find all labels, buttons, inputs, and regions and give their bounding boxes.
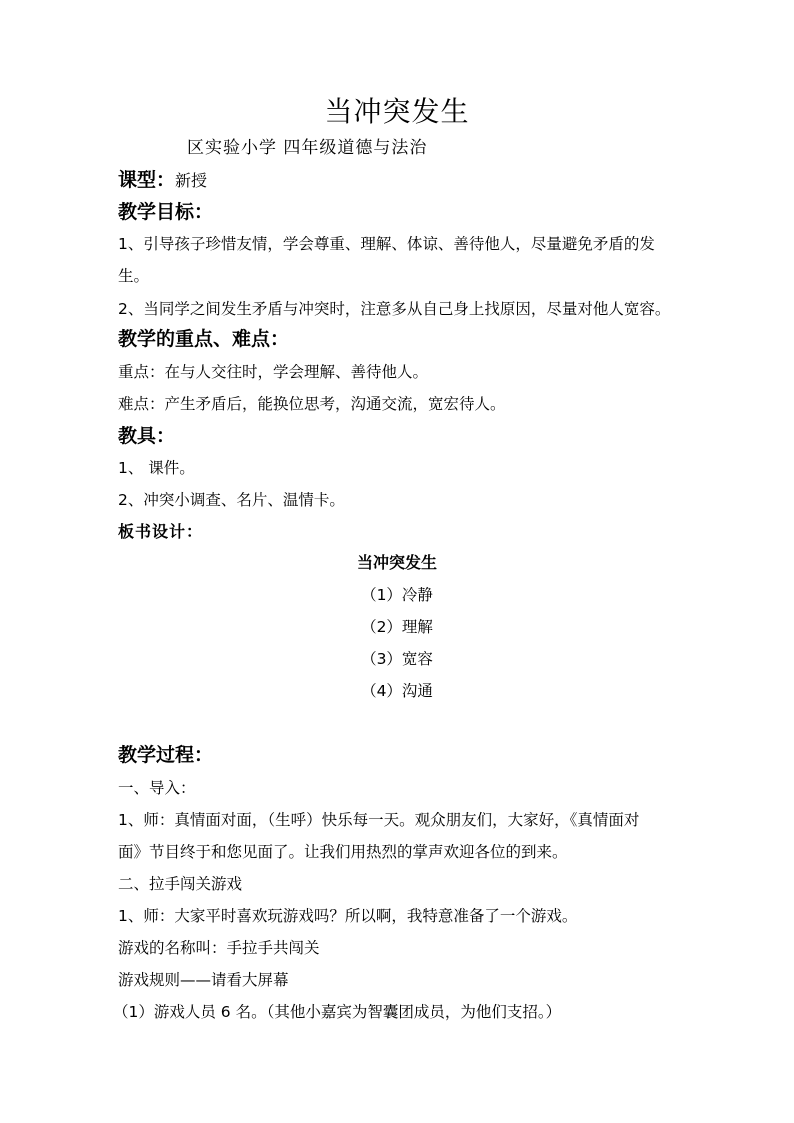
board-heading: 板书设计： bbox=[118, 522, 204, 541]
lesson-type-value: 新授 bbox=[175, 171, 208, 190]
step2-line3: 游戏规则——请看大屏幕 bbox=[118, 971, 289, 989]
step2-line1: 1、师：大家平时喜欢玩游戏吗？所以啊，我特意准备了一个游戏。 bbox=[118, 907, 578, 925]
step2-line4: （1）游戏人员 6 名。（其他小嘉宾为智囊团成员，为他们支招。） bbox=[113, 1003, 562, 1021]
step1-heading: 一、导入： bbox=[118, 779, 196, 797]
tool-item-1: 1、 课件。 bbox=[118, 459, 195, 477]
tools-heading: 教具： bbox=[118, 425, 176, 447]
board-item-1: （1）冷静 bbox=[361, 586, 433, 604]
board-title: 当冲突发生 bbox=[356, 553, 437, 572]
step1-line1: 1、师：真情面对面，（生呼）快乐每一天。观众朋友们，大家好，《真情面对 bbox=[118, 811, 640, 829]
key-point: 重点：在与人交往时，学会理解、善待他人。 bbox=[118, 363, 429, 381]
process-heading: 教学过程： bbox=[118, 744, 214, 766]
board-item-4: （4）沟通 bbox=[361, 682, 433, 700]
key-points-heading: 教学的重点、难点： bbox=[118, 328, 290, 350]
lesson-type-label: 课型： bbox=[118, 169, 176, 191]
lesson-type bbox=[118, 167, 207, 194]
goal2: 2、当同学之间发生矛盾与冲突时，注意多从自己身上找原因，尽量对他人宽容。 bbox=[118, 300, 671, 318]
board-item-2: （2）理解 bbox=[361, 618, 433, 636]
difficulty: 难点：产生矛盾后，能换位思考，沟通交流，宽宏待人。 bbox=[118, 395, 506, 413]
step2-heading: 二、拉手闯关游戏 bbox=[118, 875, 243, 893]
goal1-line2: 生。 bbox=[118, 267, 150, 285]
goals-heading: 教学目标： bbox=[118, 201, 214, 223]
tool-item-2: 2、冲突小调查、名片、温情卡。 bbox=[118, 491, 345, 509]
step1-line2: 面》节目终于和您见面了。让我们用热烈的掌声欢迎各位的到来。 bbox=[118, 843, 568, 861]
step2-line2: 游戏的名称叫：手拉手共闯关 bbox=[118, 939, 320, 957]
goal1-line1: 1、引导孩子珍惜友情，学会尊重、理解、体谅、善待他人，尽量避免矛盾的发 bbox=[118, 235, 655, 253]
subtitle: 区实验小学 四年级道德与法治 bbox=[187, 138, 428, 158]
page-title: 当冲突发生 bbox=[324, 95, 470, 128]
board-item-3: （3）宽容 bbox=[361, 650, 433, 668]
